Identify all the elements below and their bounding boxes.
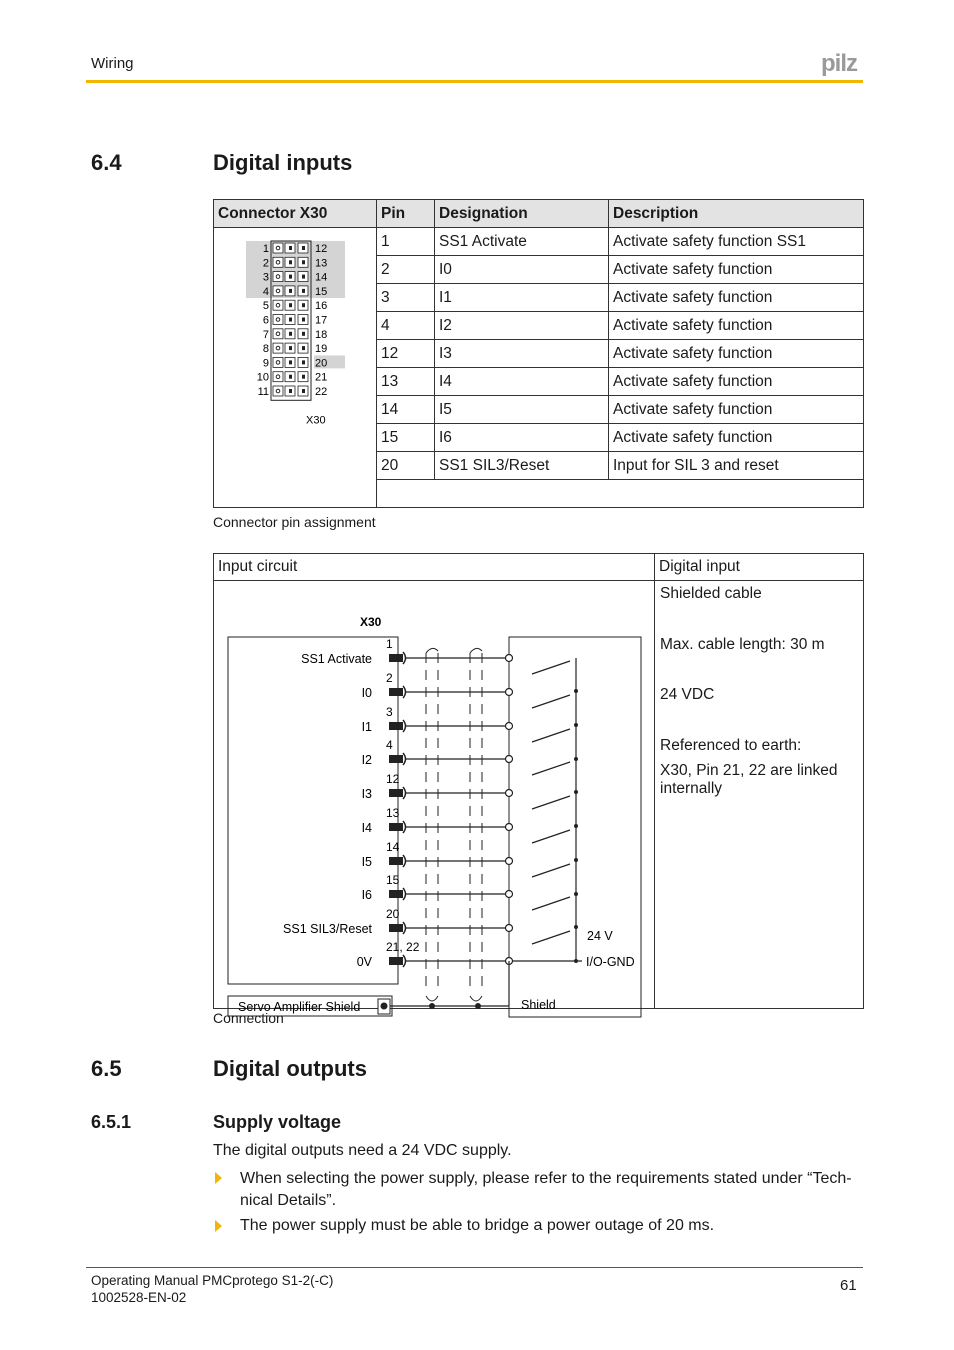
table-cell: 2 [377,256,435,284]
pin-contact [302,246,305,250]
terminal-socket [403,686,406,698]
pin-label-left: 9 [262,357,269,370]
pin-contact [302,303,305,307]
table-cell: 3 [377,284,435,312]
wire-node [506,723,513,730]
table-cell: I5 [435,396,609,424]
shield-junction [475,1003,481,1009]
signal-label: I0 [361,686,372,700]
pin-label-left: 7 [262,328,269,341]
switch-contact [532,931,570,944]
pilz-logo [820,50,864,76]
table-cell: 20 [377,452,435,480]
terminal-socket [403,922,406,934]
table-cell-empty [377,480,864,508]
wire-node [506,689,513,696]
terminal-pin [389,722,403,730]
terminal-pin [389,857,403,865]
shield-dot [381,1003,388,1010]
pin-label-left: 10 [256,371,269,384]
switch-contact [532,762,570,775]
table-cell: I3 [435,340,609,368]
table-header: Pin [377,200,435,228]
bullet-arrow-icon [215,1172,222,1184]
terminal-pin [389,654,403,662]
pin-contact [289,346,292,350]
pin-terminal [273,243,283,253]
table-header-row [214,554,864,581]
pin-assignment-table [213,199,864,508]
pin-terminal [273,329,283,339]
pin-number: 12 [386,772,400,786]
table-cell: Activate safety function [609,368,864,396]
table-cell: Activate safety function [609,396,864,424]
table-cell: Activate safety function [609,312,864,340]
signal-label: I6 [361,888,372,902]
pin-contact [302,360,305,364]
pin-label-right: 20 [315,357,328,370]
pin-label-right: 18 [315,328,328,341]
terminal-socket [403,720,406,732]
pin-label-left: 8 [262,343,269,356]
table-header: Digital input [655,554,864,581]
pin-label-right: 14 [315,271,328,284]
note-linked: X30, Pin 21, 22 are linked internally [660,762,838,797]
terminal-socket [403,855,406,867]
pin-contact [302,318,305,322]
note-cable-length: Max. cable length: 30 m [660,636,825,653]
signal-label: I1 [361,720,372,734]
terminal-pin [389,688,403,696]
wire-node [506,891,513,898]
table-header: Description [609,200,864,228]
pin-contact [289,389,292,393]
table-cell: Activate safety function [609,256,864,284]
pin-number: 21, 22 [386,940,420,954]
supply-label: 24 V [587,929,613,943]
notes-cell [655,581,864,1009]
pin-number: 2 [386,671,393,685]
table-header: Designation [435,200,609,228]
switch-contact [532,864,570,877]
pin-terminal [273,257,283,267]
table-cell: Activate safety function [609,424,864,452]
pin-number: 4 [386,738,393,752]
pin-number: 14 [386,840,400,854]
note-voltage: 24 VDC [660,686,715,703]
pin-label-left: 1 [262,243,269,255]
terminal-pin [389,823,403,831]
pin-label-right: 21 [315,371,328,384]
connector-figure-cell [214,228,377,508]
pin-terminal [273,286,283,296]
table-row [214,228,864,256]
signal-label: SS1 SIL3/Reset [283,922,372,936]
pin-label-left: 2 [262,257,269,270]
footer-rule [86,1267,863,1268]
terminal-socket [403,888,406,900]
section-title: Digital outputs [213,1056,367,1081]
switch-contact [532,796,570,809]
pin-contact [289,260,292,264]
pin-number: 3 [386,705,393,719]
pin-terminal [273,315,283,325]
switch-contact [532,729,570,742]
shaded-region [246,241,345,298]
wire-node [506,824,513,831]
table-cell: I0 [435,256,609,284]
cable-end-top [426,648,438,653]
cable-end-bottom [426,996,438,1001]
pin-contact [302,375,305,379]
connector-x30-diagram [214,228,374,427]
signal-label: I5 [361,855,372,869]
terminal-pin [389,890,403,898]
pin-terminal [273,300,283,310]
figure-caption: Connection [213,1010,284,1026]
header-rule [86,80,863,83]
pin-contact [302,389,305,393]
pin-label-right: 22 [315,386,328,398]
pin-label-right: 17 [315,314,328,327]
table-cell: I1 [435,284,609,312]
pin-number: 15 [386,873,400,887]
pin-number: 13 [386,806,400,820]
pin-terminal [273,386,283,396]
footer-doc-number: 1002528-EN-02 [91,1290,187,1305]
pin-contact [289,375,292,379]
terminal-pin [389,755,403,763]
pin-label-right: 13 [315,257,328,270]
pin-terminal [273,357,283,367]
pin-label-right: 15 [315,285,328,298]
shield-label: Servo Amplifier Shield [238,1000,361,1014]
switch-contact [532,661,570,674]
switch-contact [532,897,570,910]
table-cell: 13 [377,368,435,396]
pin-contact [302,260,305,264]
bullet-text: The power supply must be able to bridge a power outage of 20 ms. [240,1217,715,1234]
pin-terminal [273,372,283,382]
pin-contact [302,332,305,336]
table-header: Connector X30 [214,200,377,228]
pin-contact [302,275,305,279]
connector-label: X30 [360,615,382,629]
footer-title: Operating Manual PMCprotego S1-2(-C) [91,1273,334,1288]
pin-contact [302,289,305,293]
figure-caption: Connector pin assignment [213,514,376,530]
subsection-number: 6.5.1 [91,1112,132,1132]
pin-contact [302,346,305,350]
terminal-pin [389,789,403,797]
terminal-pin [389,957,403,965]
input-circuit-table [213,553,864,1014]
section-number: 6.5 [91,1056,122,1081]
circuit-diagram-cell [214,581,655,1014]
signal-label: I4 [361,821,372,835]
pin-label-left: 5 [262,300,269,313]
cable-end-top [470,648,482,653]
section-number: 6.4 [91,150,122,175]
terminal-socket [403,652,406,664]
table-header: Input circuit [214,554,655,581]
cable-end-bottom [470,996,482,1001]
table-cell: Activate safety function SS1 [609,228,864,256]
table-header-row [214,200,864,228]
wire-node [506,756,513,763]
pin-label-left: 11 [257,386,269,398]
wire-node [506,655,513,662]
table-cell: I2 [435,312,609,340]
terminal-socket [403,753,406,765]
table-cell: Activate safety function [609,340,864,368]
wire-node [506,790,513,797]
table-cell: 14 [377,396,435,424]
pin-contact [289,332,292,336]
table-cell: 15 [377,424,435,452]
intro-paragraph: The digital outputs need a 24 VDC supply. [213,1142,512,1159]
signal-label: I3 [361,787,372,801]
pin-contact [289,275,292,279]
terminal-pin [389,924,403,932]
terminal-socket [403,955,406,967]
pin-label-left: 4 [262,285,269,298]
pin-label-right: 19 [315,343,328,356]
table-cell: SS1 Activate [435,228,609,256]
table-cell: I6 [435,424,609,452]
table-cell: Input for SIL 3 and reset [609,452,864,480]
note-reference: Referenced to earth: [660,737,802,754]
connector-label: X30 [306,414,326,427]
table-cell: I4 [435,368,609,396]
section-title: Digital inputs [213,150,353,175]
pin-contact [289,246,292,250]
pin-contact [289,360,292,364]
signal-label: SS1 Activate [301,652,372,666]
pin-contact [289,303,292,307]
wire-node [506,925,513,932]
table-row [214,581,864,1009]
table-cell: SS1 SIL3/Reset [435,452,609,480]
gnd-label: I/O-GND [586,955,635,969]
pin-contact [289,289,292,293]
pin-contact [289,318,292,322]
logo-text: pilz [821,50,857,77]
wire-node [506,858,513,865]
table-cell: Activate safety function [609,284,864,312]
pin-terminal [273,343,283,353]
subsection-title: Supply voltage [213,1112,342,1132]
pin-label-left: 6 [262,314,269,327]
switch-contact [532,830,570,843]
bullet-text: When selecting the power supply, please refer to the requirements stated under “Tech-nical Details”. [240,1170,852,1209]
pin-number: 20 [386,907,400,921]
terminal-socket [403,821,406,833]
shield-junction [429,1003,435,1009]
pin-label-right: 16 [315,300,328,313]
page-number: 61 [840,1277,857,1294]
terminal-socket [403,787,406,799]
running-header: Wiring [91,55,134,72]
table-cell: 1 [377,228,435,256]
right-shield-label: Shield [521,998,556,1012]
signal-label: I2 [361,753,372,767]
pin-label-left: 3 [262,271,269,284]
signal-label: 0V [356,955,372,969]
pin-terminal [273,272,283,282]
input-circuit-diagram [214,581,654,1014]
pin-label-right: 12 [315,243,328,255]
switch-contact [532,695,570,708]
table-cell: 12 [377,340,435,368]
note-shielded: Shielded cable [660,585,762,602]
table-cell: 4 [377,312,435,340]
bullet-arrow-icon [215,1220,222,1232]
pin-number: 1 [386,637,393,651]
